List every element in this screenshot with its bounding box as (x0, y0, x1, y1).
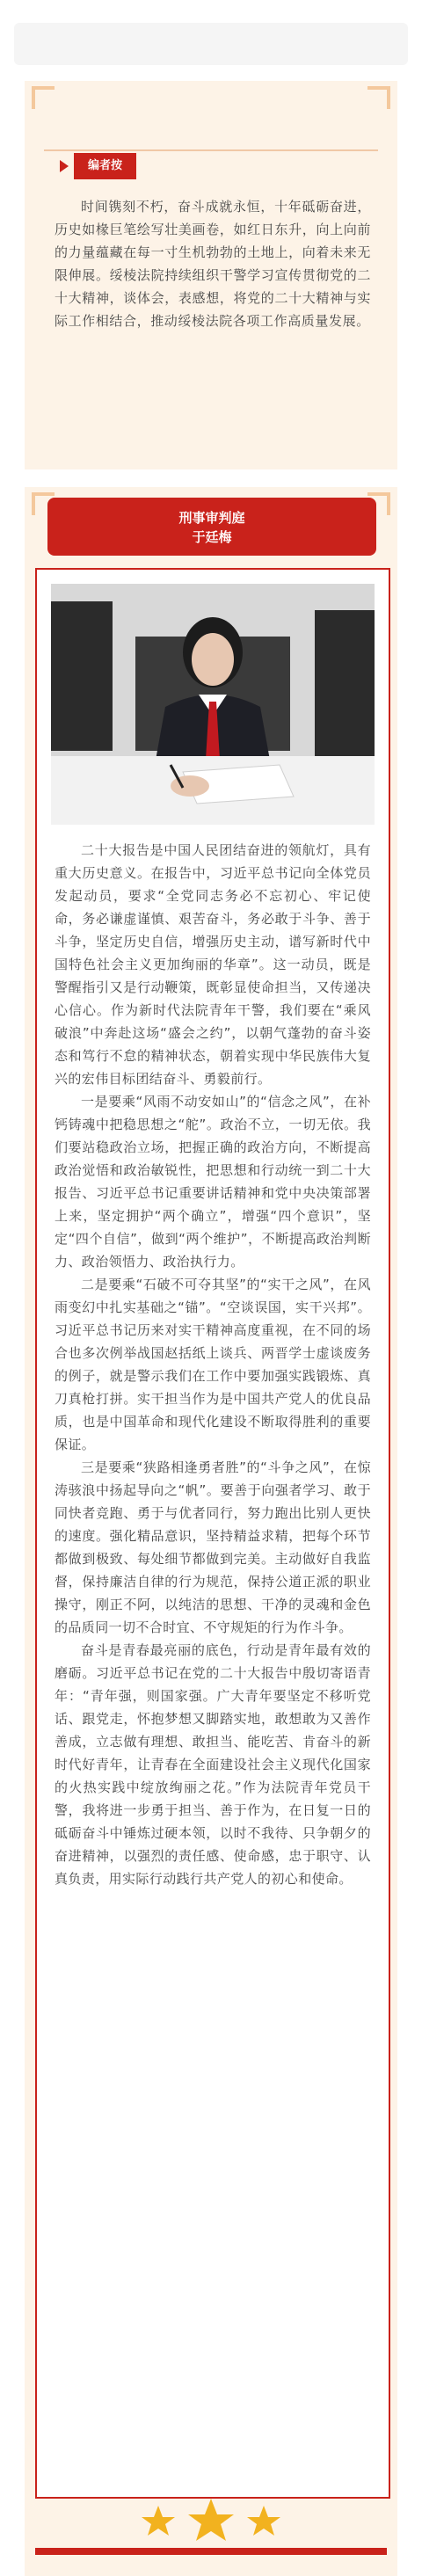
corner-decoration (32, 86, 55, 109)
department-name: 刑事审判庭 (178, 510, 245, 526)
article-paragraph: 一是要乘“风雨不动安如山”的“信念之风”，在补钙铸魂中把稳思想之“舵”。政治不立，一切无依。我们要站稳政治立场，把握正确的政治方向，不断提高政治觉悟和政治敏锐性，把思想和行动统一到二十大报告、习近平总书记重要讲话精神和党中央决策部署上来，坚定拥护“两个确立”，增强“四个意识”，坚定“四个自信”，做到“两个维护”，不断提高政治判断力、政治领悟力、政治执行力。 (55, 1094, 371, 1270)
article-page (0, 81, 422, 2576)
editor-note-text: 时间镌刻不朽，奋斗成就永恒，十年砥砺奋进，历史如椽巨笔绘写壮美画卷，如红日东升，向上向前的力量蕴藏在每一寸生机勃勃的土地上，向着未来无限伸展。绥棱法院持续组织干警学习宣传贯彻党的二十大精神，谈体会，表感想，将党的二十大精神与实际工作相结合，推动绥棱法院各项工作高质量发展。 (55, 199, 371, 329)
article-paragraph: 二十大报告是中国人民团结奋进的领航灯，具有重大历史意义。在报告中，习近平总书记向全体党员发起动员，要求“全党同志务必不忘初心、牢记使命，务必谦虚谨慎、艰苦奋斗，务必敢于斗争、善于斗争，坚定历史自信，增强历史主动，谱写新时代中国特色社会主义更加绚丽的华章”。这一动员，既是警醒指引又是行动鞭策，既彰显使命担当，又传递决心信心。作为新时代法院青年干警，我们要在“乘风破浪”中奔赴这场“盛会之约”，以朝气蓬勃的奋斗姿态和笃行不怠的精神状态，朝着实现中华民族伟大复兴的宏伟目标团结奋斗、勇毅前行。 (55, 842, 371, 1087)
corner-decoration (367, 86, 390, 109)
star-icon (247, 2506, 280, 2536)
article-frame (35, 568, 390, 2499)
footer-decoration (35, 2495, 387, 2569)
article-card (25, 487, 397, 2576)
triangle-icon (60, 160, 69, 172)
author-photo-illustration (51, 584, 375, 825)
star-icon (142, 2506, 175, 2536)
article-paragraph: 三是要乘“狭路相逢勇者胜”的“斗争之风”，在惊涛骇浪中扬起导向之“帆”。要善于向强者学习、敢于同快者竞跑、勇于与优者同行，努力跑出比别人更快的速度。强化精品意识，坚持精益求精，把每个环节都做到极致、每处细节都做到完美。主动做好自我监督，保持廉洁自律的行为规范，保持公道正派的职业操守，刚正不阿，以纯洁的思想、干净的灵魂和金色的品质同一切不合时宜、不守规矩的行为作斗争。 (55, 1459, 371, 1635)
author-banner (47, 498, 376, 556)
author-name: 于廷梅 (192, 529, 232, 545)
star-icon (188, 2499, 234, 2541)
footer-bar (35, 2548, 387, 2555)
editor-note-card (25, 81, 397, 469)
author-photo (51, 584, 375, 825)
editor-note-tag (60, 153, 136, 179)
stars-decoration (35, 2495, 387, 2548)
article-paragraph: 奋斗是青春最亮丽的底色，行动是青年最有效的磨砺。习近平总书记在党的二十大报告中殷切寄语青年：“青年强，则国家强。广大青年要坚定不移听党话、跟党走，怀抱梦想又脚踏实地，敢想敢为又善作善成，立志做有理想、敢担当、能吃苦、肯奋斗的新时代好青年，让青春在全面建设社会主义现代化国家的火热实践中绽放绚丽之花。”作为法院青年党员干警，我将进一步勇于担当、善于作为，在日复一日的砥砺奋斗中锤炼过硬本领，以时不我待、只争朝夕的奋进精神，以强烈的责任感、使命感，忠于职守、认真负责，用实际行动践行共产党人的初心和使命。 (55, 1642, 371, 1887)
editor-note-tag-label: 编者按 (74, 153, 136, 179)
article-paragraph: 二是要乘“石破不可夺其坚”的“实干之风”，在风雨变幻中扎实基础之“锚”。“空谈误国，实干兴邦”。习近平总书记历来对实干精神高度重视，在不同的场合也多次例举战国赵括纸上谈兵、两晋学士虚谈废务的例子，就是警示我们在工作中要加强实践锻炼、真刀真枪打拼。实干担当作为是中国共产党人的优良品质，也是中国革命和现代化建设不断取得胜利的重要保证。 (55, 1277, 371, 1452)
article-body (55, 839, 371, 1890)
top-blank-bar (14, 23, 408, 65)
